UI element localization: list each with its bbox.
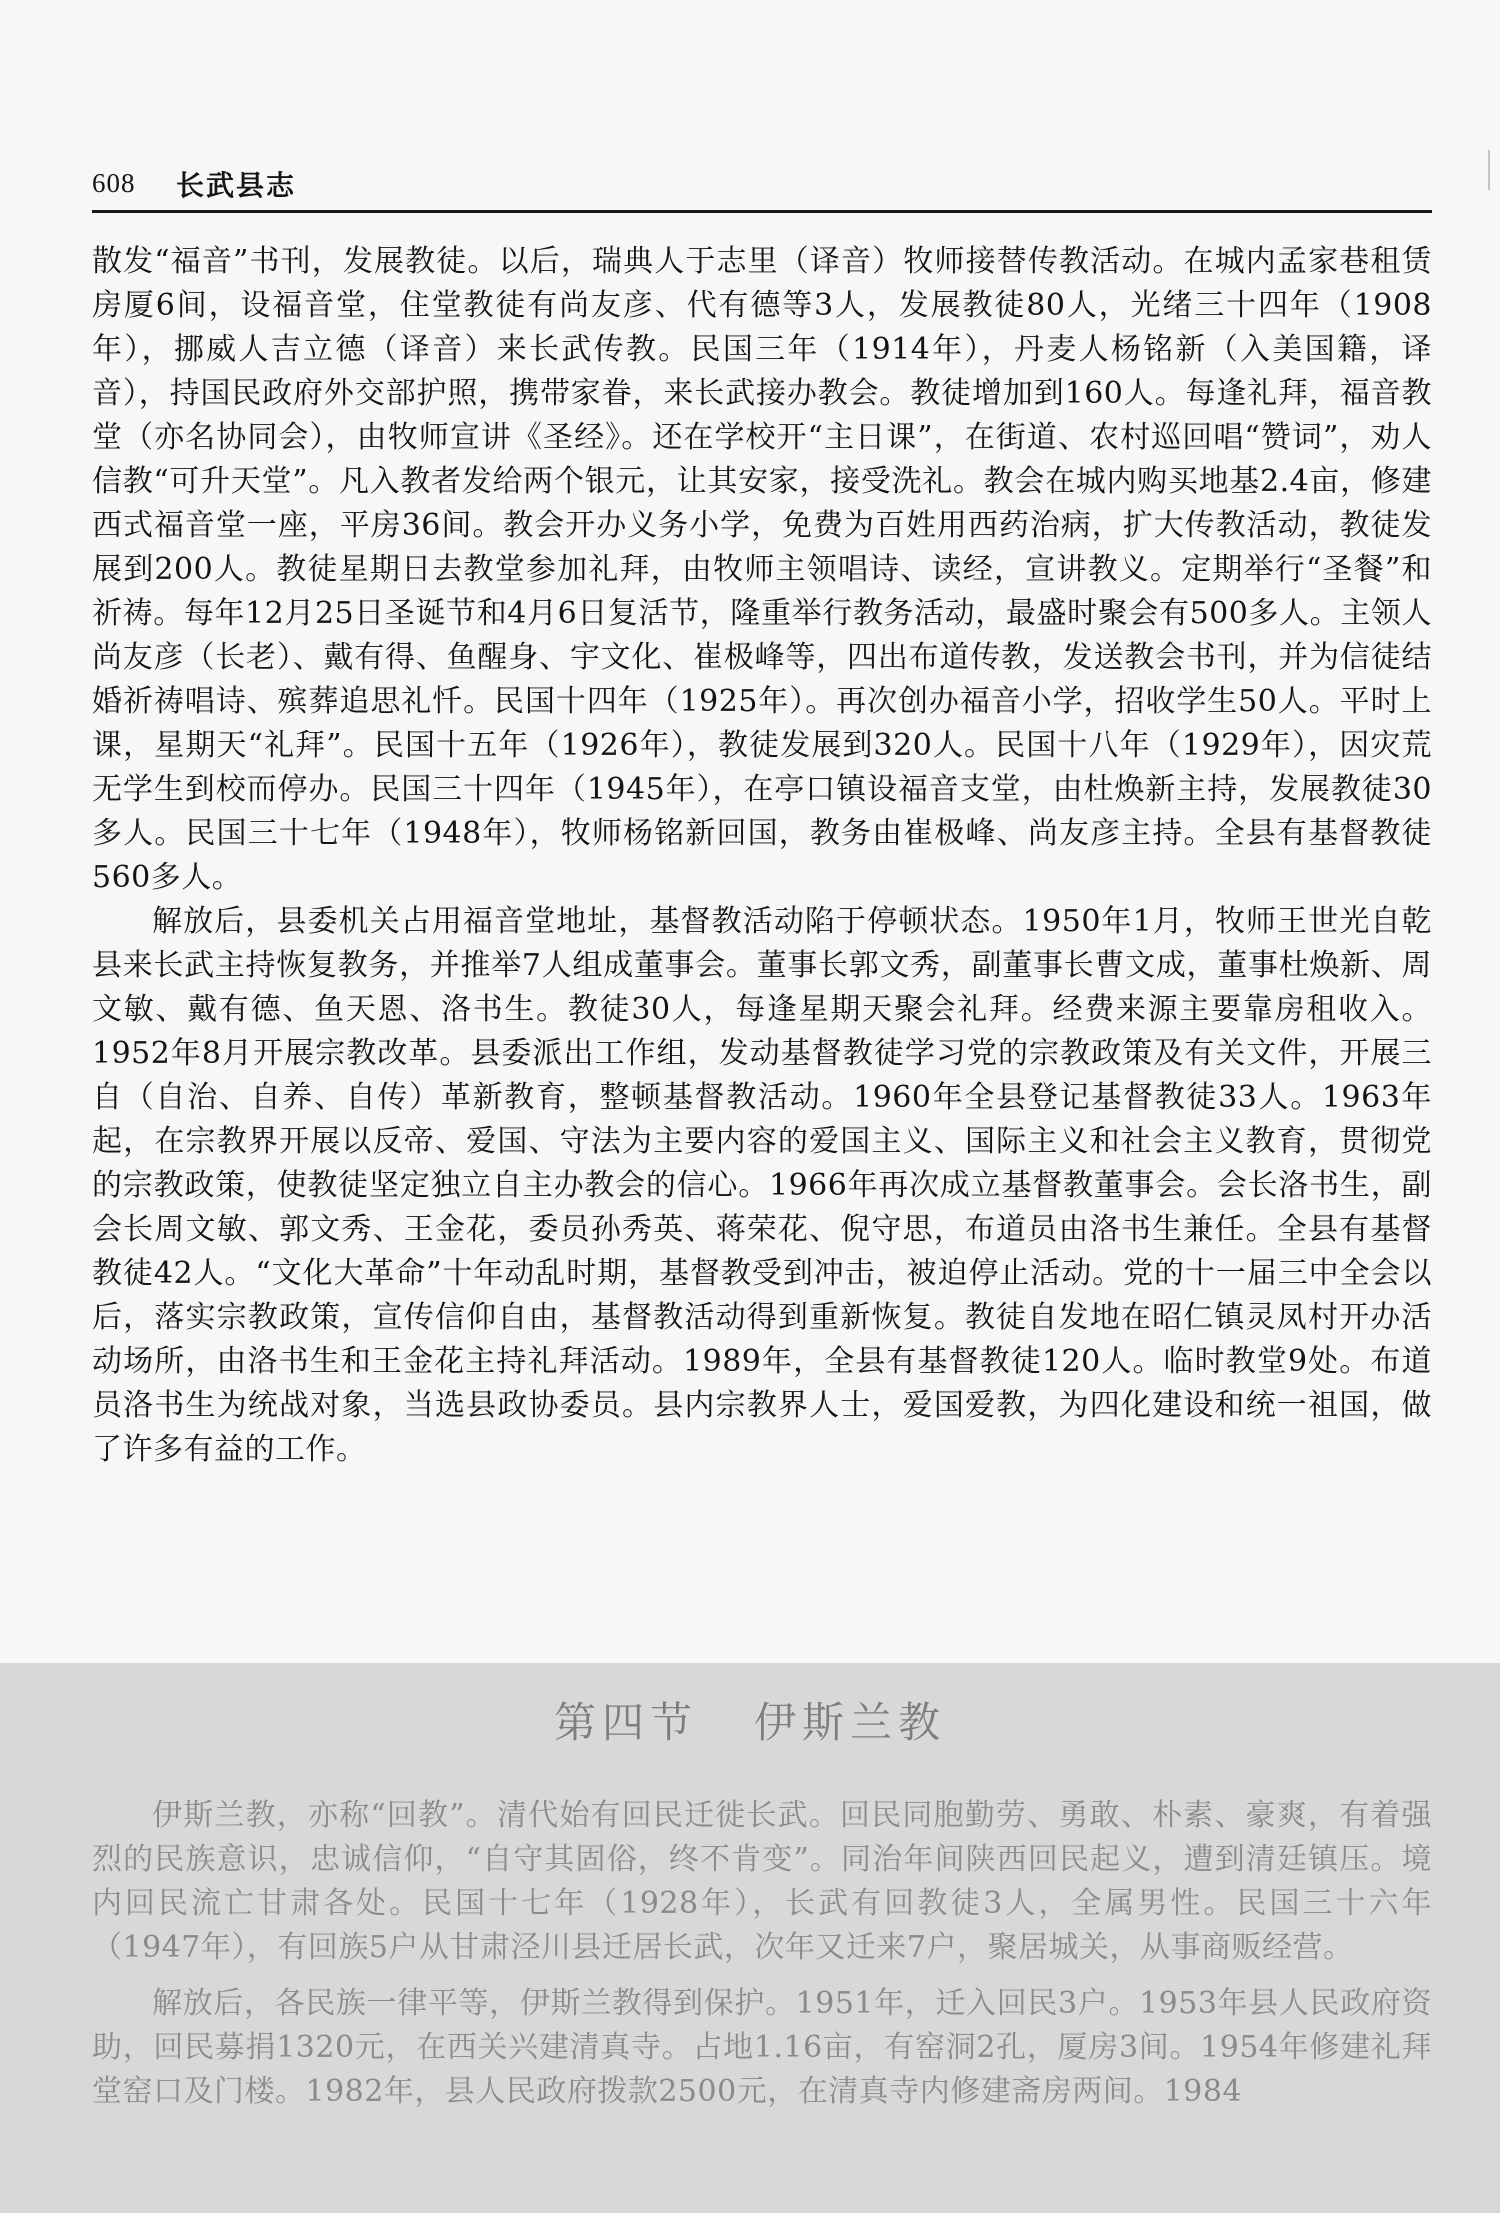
book-title: 长武县志 xyxy=(176,169,297,202)
section-number: 第四节 xyxy=(553,1698,698,1747)
section-body-text xyxy=(92,1794,1432,2126)
section-name: 伊斯兰教 xyxy=(754,1698,947,1747)
page-edge-mark xyxy=(1488,150,1490,190)
page-number: 608 xyxy=(92,168,136,198)
page-header xyxy=(92,162,1432,213)
paragraph-continued: 散发“福音”书刊，发展教徒。以后，瑞典人于志里（译音）牧师接替传教活动。在城内孟家巷租赁房厦6间，设福音堂，住堂教徒有尚友彦、代有德等3人，发展教徒80人，光绪三十四年（1908年），挪威人吉立德（译音）来长武传教。民国三年（1914年），丹麦人杨铭新（入美国籍，译音），持国民政府外交部护照，携带家眷，来长武接办教会。教徒增加到160人。每逢礼拜，福音教堂（亦名协同会），由牧师宣讲《圣经》。还在学校开“主日课”，在街道、农村巡回唱“赞词”，劝人信教“可升天堂”。凡入教者发给两个银元，让其安家，接受洗礼。教会在城内购买地基2.4亩，修建西式福音堂一座，平房36间。教会开办义务小学，免费为百姓用西药治病，扩大传教活动，教徒发展到200人。教徒星期日去教堂参加礼拜，由牧师主领唱诗、读经，宣讲教义。定期举行“圣餐”和祈祷。每年12月25日圣诞节和4月6日复活节，隆重举行教务活动，最盛时聚会有500多人。主领人尚友彦（长老）、戴有得、鱼醒身、宇文化、崔极峰等，四出布道传教，发送教会书刊，并为信徒结婚祈祷唱诗、殡葬追思礼忏。民国十四年（1925年）。再次创办福音小学，招收学生50人。平时上课，星期天“礼拜”。民国十五年（1926年），教徒发展到320人。民国十八年（1929年），因灾荒无学生到校而停办。民国三十四年（1945年），在亭口镇设福音支堂，由杜焕新主持，发展教徒30多人。民国三十七年（1948年），牧师杨铭新回国，教务由崔极峰、尚友彦主持。全县有基督教徒560多人。 xyxy=(92,244,1432,895)
paragraph-post-liberation: 解放后，县委机关占用福音堂地址，基督教活动陷于停顿状态。1950年1月，牧师王世光自乾县来长武主持恢复教务，并推举7人组成董事会。董事长郭文秀，副董事长曹文成，董事杜焕新、周文敏、戴有德、鱼天恩、洛书生。教徒30人，每逢星期天聚会礼拜。经费来源主要靠房租收入。1952年8月开展宗教改革。县委派出工作组，发动基督教徒学习党的宗教政策及有关文件，开展三自（自治、自养、自传）革新教育，整顿基督教活动。1960年全县登记基督教徒33人。1963年起，在宗教界开展以反帝、爱国、守法为主要内容的爱国主义、国际主义和社会主义教育，贯彻党的宗教政策，使教徒坚定独立自主办教会的信心。1966年再次成立基督教董事会。会长洛书生，副会长周文敏、郭文秀、王金花，委员孙秀英、蒋荣花、倪守思，布道员由洛书生兼任。全县有基督教徒42人。“文化大革命”十年动乱时期，基督教受到冲击，被迫停止活动。党的十一届三中全会以后，落实宗教政策，宣传信仰自由，基督教活动得到重新恢复。教徒自发地在昭仁镇灵凤村开办活动场所，由洛书生和王金花主持礼拜活动。1989年，全县有基督教徒120人。临时教堂9处。布道员洛书生为统战对象，当选县政协委员。县内宗教界人士，爱国爱教，为四化建设和统一祖国，做了许多有益的工作。 xyxy=(92,904,1432,1467)
section-heading xyxy=(0,1690,1500,1750)
main-body-text xyxy=(92,240,1432,1472)
section-paragraph-post-liberation: 解放后，各民族一律平等，伊斯兰教得到保护。1951年，迁入回民3户。1953年县人民政府资助，回民募捐1320元，在西关兴建清真寺。占地1.16亩，有窑洞2孔，厦房3间。1954年修建礼拜堂窑口及门楼。1982年，县人民政府拨款2500元，在清真寺内修建斋房两间。1984 xyxy=(92,1986,1432,2109)
section-paragraph-intro: 伊斯兰教，亦称“回教”。清代始有回民迁徙长武。回民同胞勤劳、勇敢、朴素、豪爽，有着强烈的民族意识，忠诚信仰，“自守其固俗，终不肯变”。同治年间陕西回民起义，遭到清廷镇压。境内回民流亡甘肃各处。民国十七年（1928年），长武有回教徒3人，全属男性。民国三十六年（1947年），有回族5户从甘肃泾川县迁居长武，次年又迁来7户，聚居城关，从事商贩经营。 xyxy=(92,1798,1432,1965)
